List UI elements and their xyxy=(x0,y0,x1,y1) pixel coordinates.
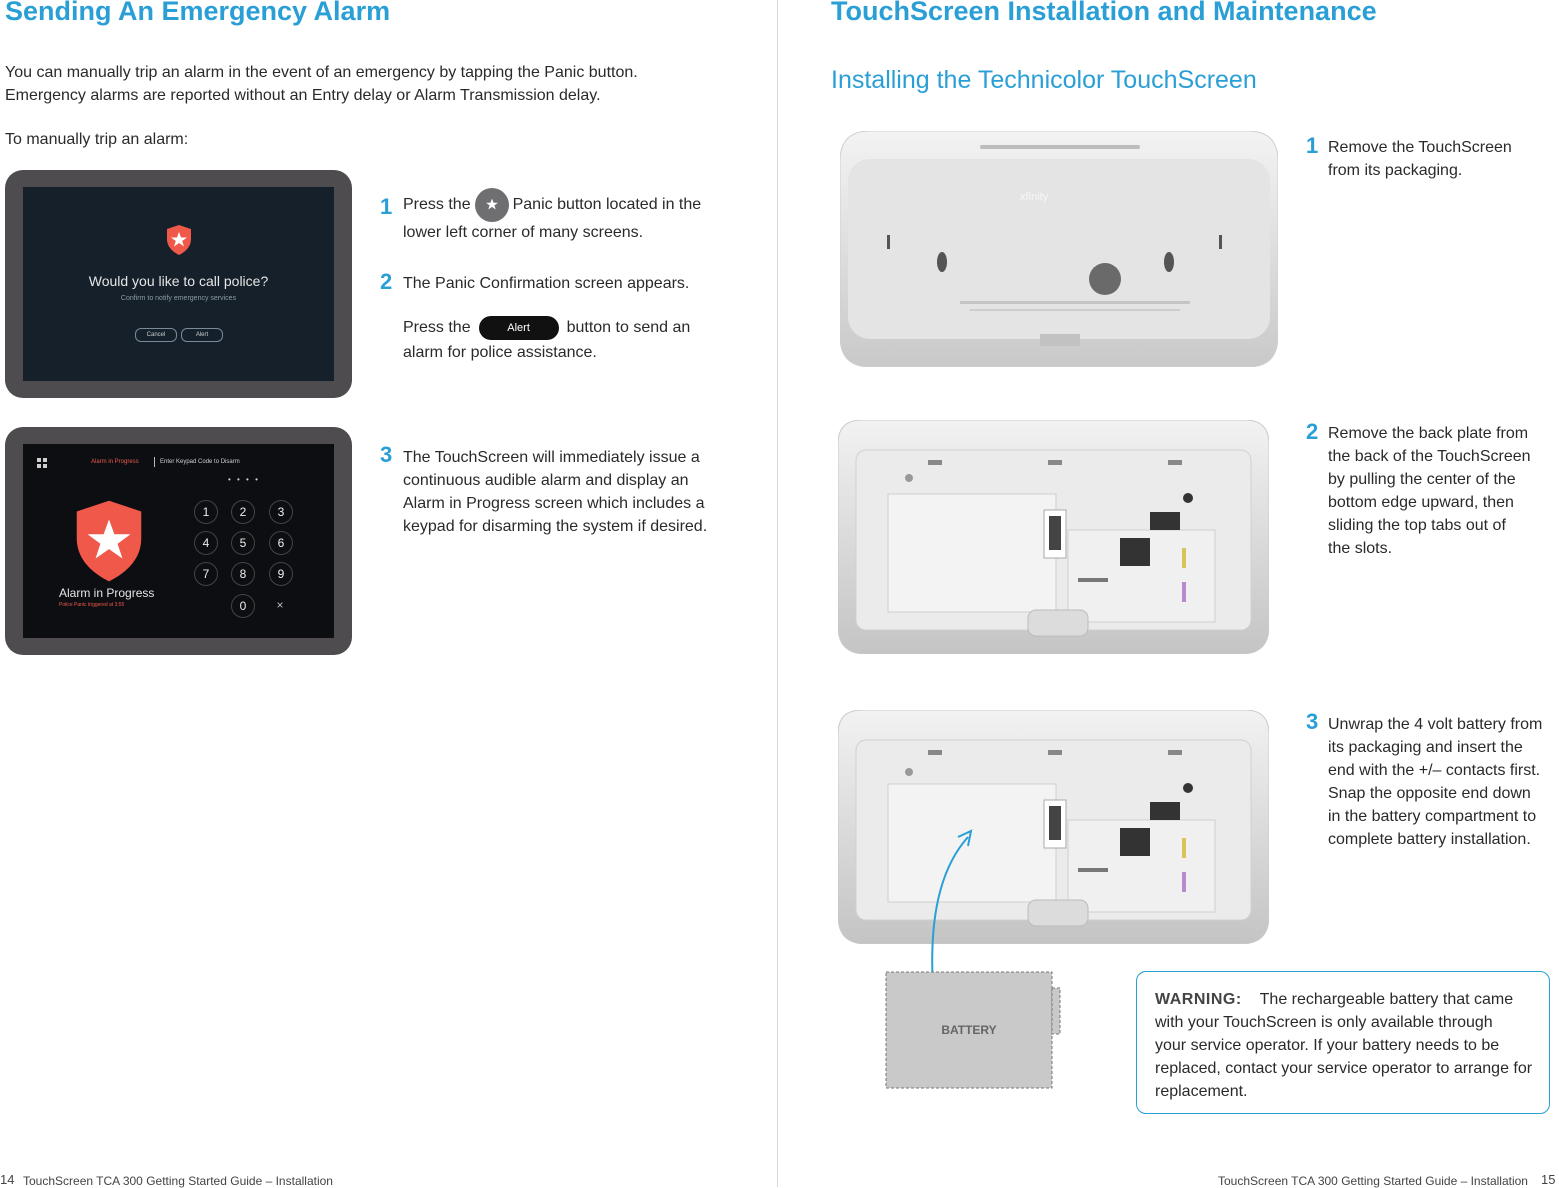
left-step-1-post: Panic button located in the xyxy=(512,196,702,214)
procedure-subheading: To manually trip an alarm: xyxy=(5,131,189,148)
right-step-2-line-5: sliding the top tabs out of xyxy=(1328,517,1506,534)
panic-question: Would you like to call police? xyxy=(88,273,269,289)
panic-confirmation-device xyxy=(5,170,352,398)
right-step-1-line-2: from its packaging. xyxy=(1328,162,1463,179)
left-step-3-line-3: Alarm in Progress screen which includes a xyxy=(403,495,705,512)
right-page-title: TouchScreen Installation and Maintenance xyxy=(831,0,1377,26)
grid-menu-icon[interactable] xyxy=(37,458,48,469)
left-step-2-line-1: The Panic Confirmation screen appears. xyxy=(403,275,690,292)
keypad-key-3[interactable]: 3 xyxy=(269,500,293,524)
right-step-2-line-1: Remove the back plate from xyxy=(1328,425,1529,442)
battery-warning-box xyxy=(1136,971,1550,1114)
keypad-key-7[interactable]: 7 xyxy=(194,562,218,586)
header-separator xyxy=(154,457,155,467)
cancel-button[interactable]: Cancel xyxy=(135,328,177,342)
left-step-3-number: 3 xyxy=(380,442,393,467)
keypad-key-6[interactable]: 6 xyxy=(269,531,293,555)
keypad-clear-icon[interactable]: × xyxy=(276,598,284,612)
right-step-3-line-3: end with the +/– contacts first. xyxy=(1328,762,1541,779)
right-page-subtitle: Installing the Technicolor TouchScreen xyxy=(831,66,1257,94)
police-badge-icon xyxy=(164,224,194,256)
right-step-3-line-2: its packaging and insert the xyxy=(1328,739,1523,756)
left-step-2-post: button to send an xyxy=(566,319,691,337)
page-divider xyxy=(777,0,778,1187)
left-step-2-pre: Press the xyxy=(403,319,471,337)
keypad-key-2[interactable]: 2 xyxy=(231,500,255,524)
right-step-3-line-5: in the battery compartment to xyxy=(1328,808,1537,825)
alert-pill-icon: Alert xyxy=(479,316,559,340)
left-step-1-line-1 xyxy=(403,188,733,222)
pin-dots: • • • • xyxy=(228,475,260,484)
right-step-2-line-3: by pulling the center of the xyxy=(1328,471,1516,488)
left-step-3-line-4: keypad for disarming the system if desired. xyxy=(403,518,708,535)
warning-line-3: your service operator. If your battery needs to be xyxy=(1155,1037,1500,1054)
left-step-3-line-2: continuous audible alarm and display an xyxy=(403,472,689,489)
panic-confirmation-screen xyxy=(23,187,334,381)
keypad-key-1[interactable]: 1 xyxy=(194,500,218,524)
right-step-2-line-4: bottom edge upward, then xyxy=(1328,494,1514,511)
keypad-key-5[interactable]: 5 xyxy=(231,531,255,555)
left-page-title: Sending An Emergency Alarm xyxy=(5,0,391,26)
left-step-1-pre: Press the xyxy=(403,196,471,214)
left-footer: TouchScreen TCA 300 Getting Started Guide – Installation xyxy=(23,1174,333,1188)
warning-line-4: replaced, contact your service operator to arrange for xyxy=(1155,1060,1533,1077)
left-step-1-number: 1 xyxy=(380,194,393,219)
alarm-progress-device xyxy=(5,427,352,655)
battery-label: BATTERY xyxy=(941,1023,997,1037)
warning-line-2: with your TouchScreen is only available through xyxy=(1155,1014,1493,1031)
right-step-2-number: 2 xyxy=(1306,419,1319,444)
left-step-2-line-3: alarm for police assistance. xyxy=(403,344,597,361)
device-brand-logo: xfinity xyxy=(1020,191,1049,203)
intro-line-2: Emergency alarms are reported without an Entry delay or Alarm Transmission delay. xyxy=(5,87,601,104)
touchscreen-back-image xyxy=(840,131,1278,367)
panic-button-icon xyxy=(475,188,509,222)
warning-label: WARNING: xyxy=(1155,991,1242,1008)
left-step-2-line-2 xyxy=(403,316,743,340)
right-footer: TouchScreen TCA 300 Getting Started Guide – Installation xyxy=(1218,1174,1528,1188)
right-step-3-line-4: Snap the opposite end down xyxy=(1328,785,1531,802)
left-step-2-number: 2 xyxy=(380,269,393,294)
keypad-key-0[interactable]: 0 xyxy=(231,594,255,618)
right-page-number: 15 xyxy=(1541,1172,1556,1187)
right-step-3-number: 3 xyxy=(1306,709,1319,734)
left-step-3-line-1: The TouchScreen will immediately issue a xyxy=(403,449,700,466)
alarm-progress-screen xyxy=(23,444,334,638)
right-step-1-line-1: Remove the TouchScreen xyxy=(1328,139,1512,156)
right-step-3-line-6: complete battery installation. xyxy=(1328,831,1531,848)
disarm-hint: Enter Keypad Code to Disarm xyxy=(160,459,240,465)
keypad-key-8[interactable]: 8 xyxy=(231,562,255,586)
panic-subtext: Confirm to notify emergency services xyxy=(120,295,237,302)
right-step-2-line-6: the slots. xyxy=(1328,540,1393,557)
police-shield-icon xyxy=(68,498,150,584)
warning-text-1: The rechargeable battery that came xyxy=(1259,991,1514,1008)
right-step-3-line-1: Unwrap the 4 volt battery from xyxy=(1328,716,1543,733)
alert-button[interactable]: Alert xyxy=(181,328,223,342)
back-plate-removed-image xyxy=(838,420,1269,654)
alarm-status-title: Alarm in Progress xyxy=(59,586,155,600)
battery-image xyxy=(884,970,1062,1090)
right-step-1-number: 1 xyxy=(1306,133,1319,158)
warning-line-1 xyxy=(1155,988,1545,1011)
left-step-1-line-2: lower left corner of many screens. xyxy=(403,224,644,241)
keypad-key-4[interactable]: 4 xyxy=(194,531,218,555)
battery-compartment-image xyxy=(838,710,1269,944)
alarm-status-subtext: Police Panic triggered at 3:55 xyxy=(59,602,125,608)
intro-line-1: You can manually trip an alarm in the event of an emergency by tapping the Panic button. xyxy=(5,64,638,81)
warning-line-5: replacement. xyxy=(1155,1083,1248,1100)
right-step-2-line-2: the back of the TouchScreen xyxy=(1328,448,1531,465)
left-page-number: 14 xyxy=(0,1172,15,1187)
alarm-header-label: Alarm in Progress xyxy=(91,459,139,465)
keypad-key-9[interactable]: 9 xyxy=(269,562,293,586)
